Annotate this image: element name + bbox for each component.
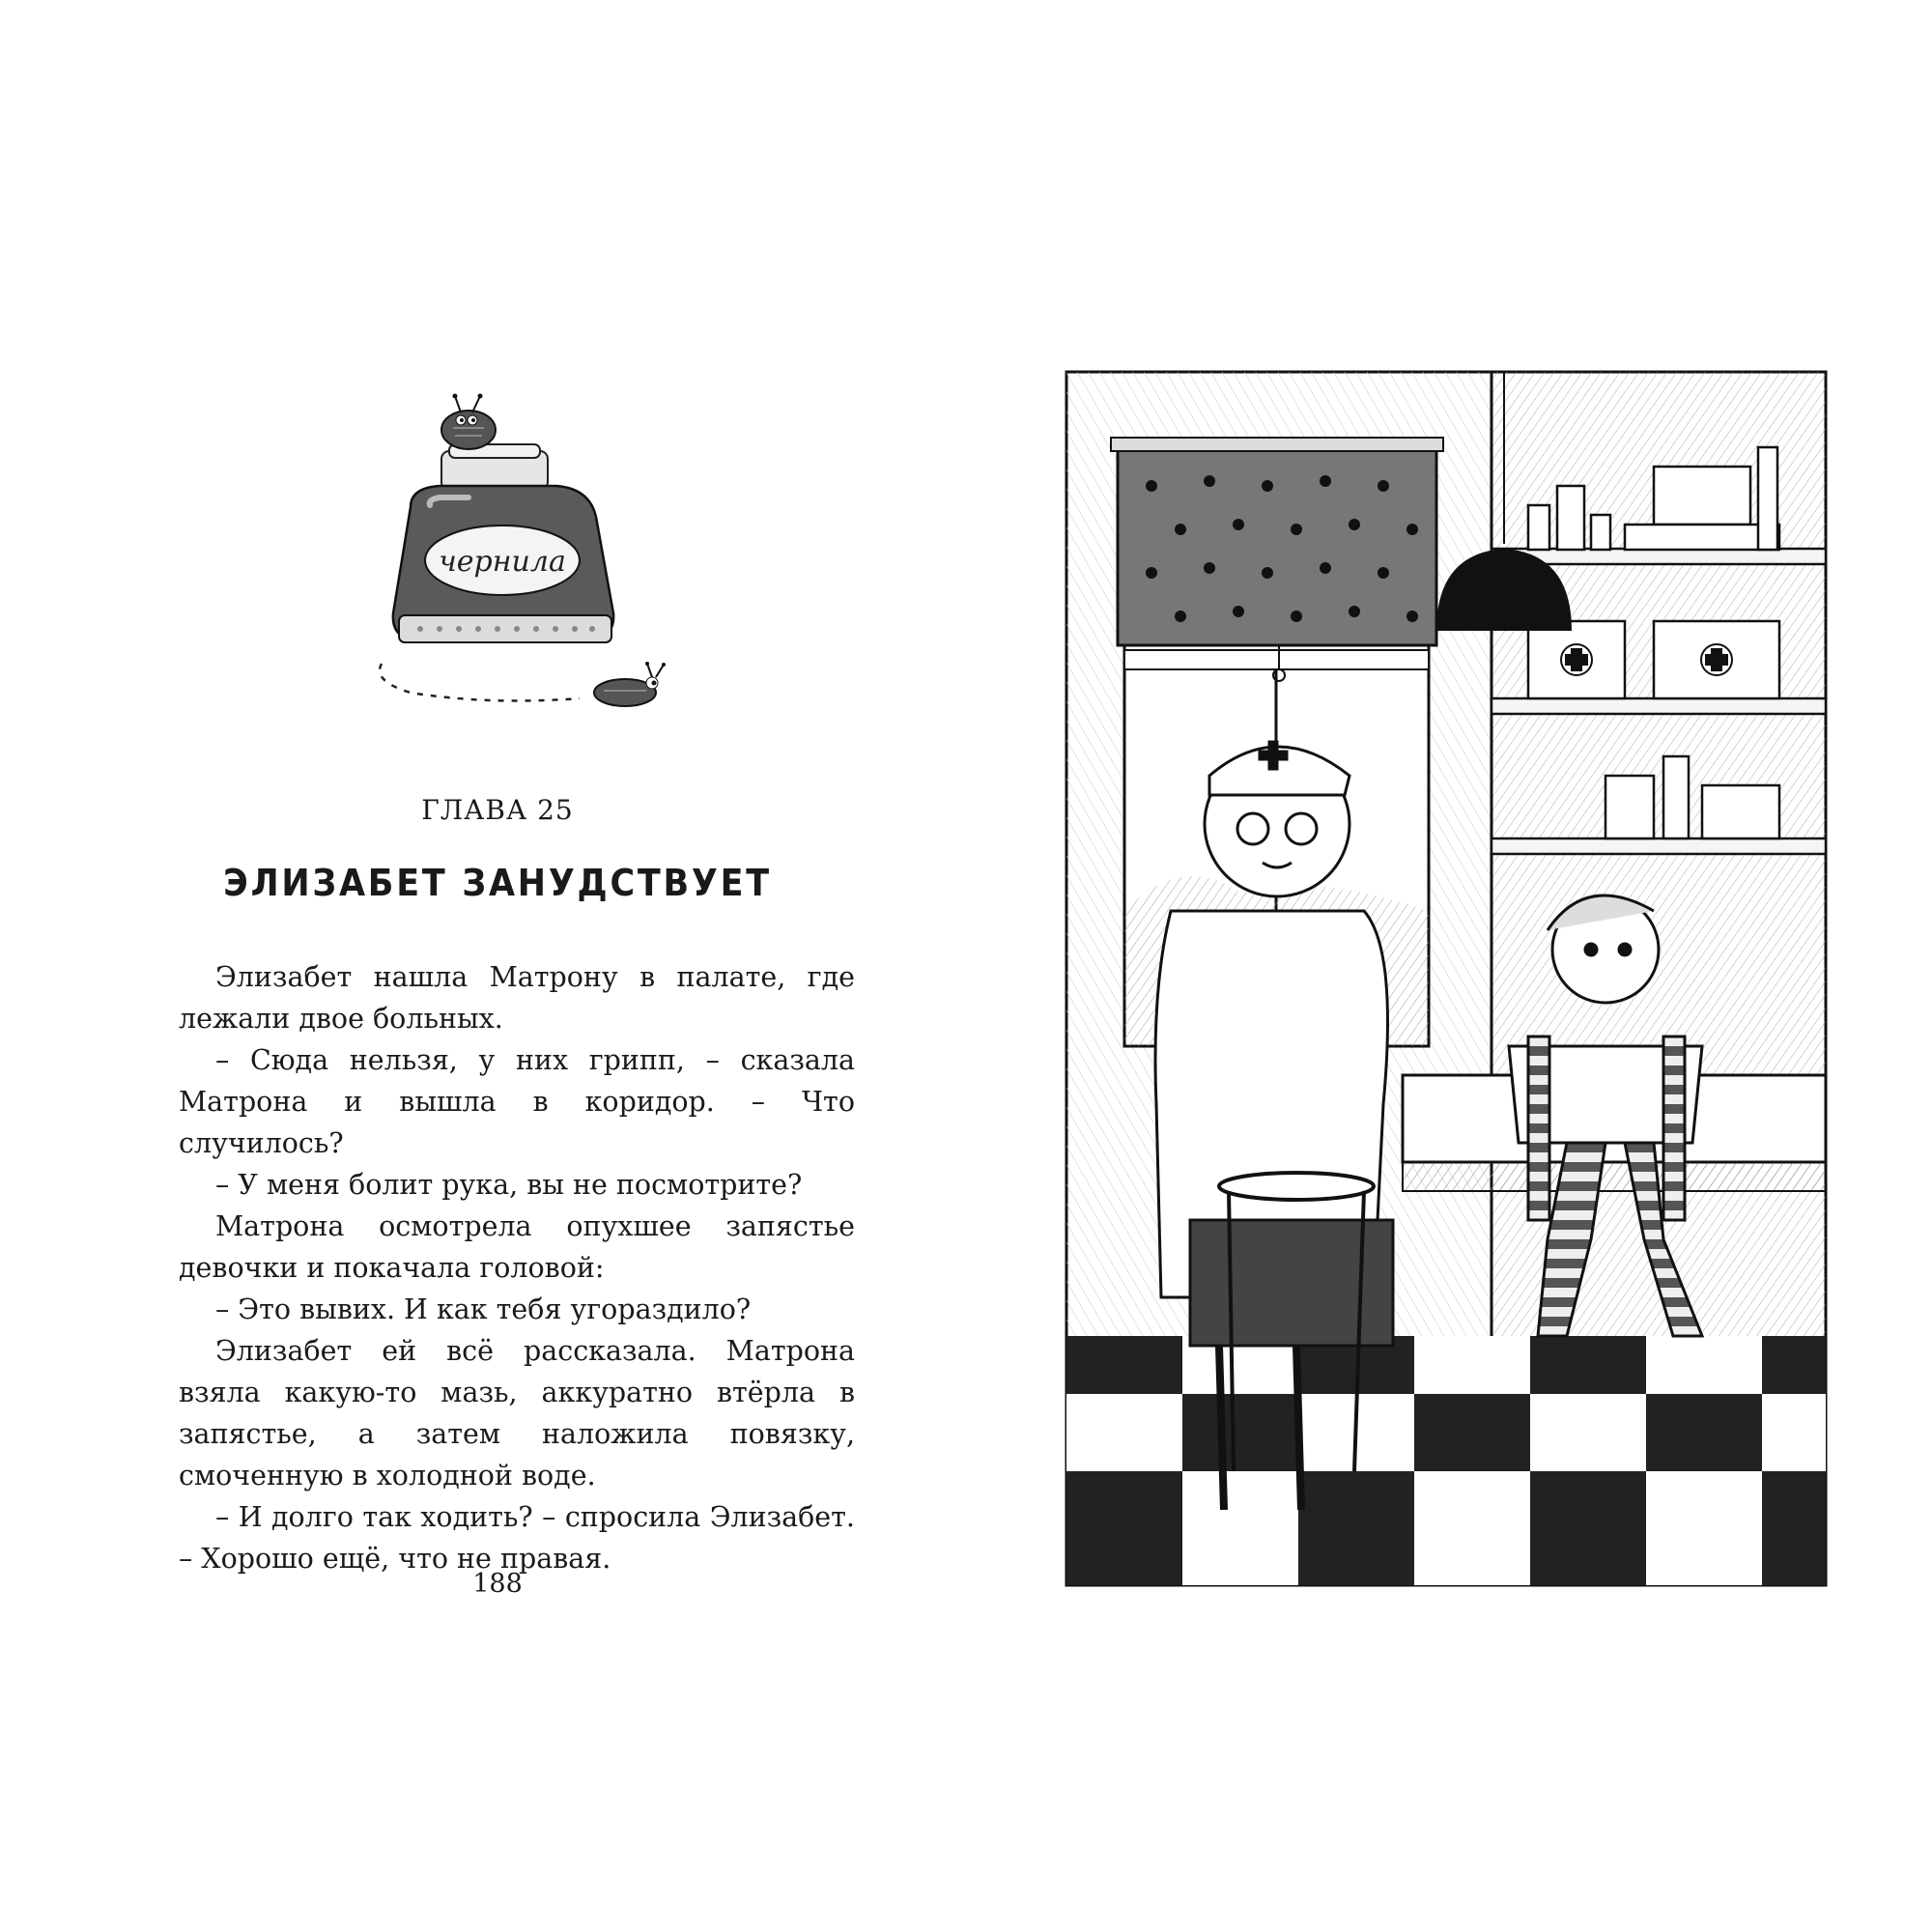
paragraph: Элизабет нашла Матрону в палате, где лежали двое больных.	[179, 961, 855, 1035]
ink-bottle-illustration	[372, 391, 691, 710]
paragraph: – Это вывих. И как тебя угораздило?	[215, 1293, 752, 1325]
bottle-label-text: чернила	[439, 545, 566, 579]
page-number: 188	[472, 1569, 523, 1599]
paragraph: Матрона осмотрела опухшее запястье девочки и покачала головой:	[179, 1210, 855, 1284]
infirmary-illustration	[1065, 370, 1828, 1587]
paragraph: – У меня болит рука, вы не посмотрите?	[215, 1169, 803, 1201]
beetle-on-bottle-icon	[441, 394, 496, 450]
chapter-number: ГЛАВА 25	[421, 794, 574, 826]
chapter-body	[179, 956, 855, 1579]
right-page	[966, 0, 1932, 1932]
crawling-beetle-icon	[594, 662, 666, 706]
chapter-title: ЭЛИЗАБЕТ ЗАНУДСТВУЕТ	[223, 862, 772, 904]
paragraph: – Сюда нельзя, у них грипп, – сказала Матрона и вышла в коридор. – Что случилось?	[179, 1044, 855, 1159]
window-blind	[1118, 442, 1436, 645]
paragraph: Элизабет ей всё рассказала. Матрона взяла какую-то мазь, аккуратно втёрла в запястье, а затем наложила повязку, смоченную в холодной воде.	[179, 1335, 855, 1492]
paragraph: – И долго так ходить? – спросила Элизабет. – Хорошо ещё, что не правая.	[179, 1501, 855, 1575]
checkered-floor	[1066, 1336, 1826, 1585]
